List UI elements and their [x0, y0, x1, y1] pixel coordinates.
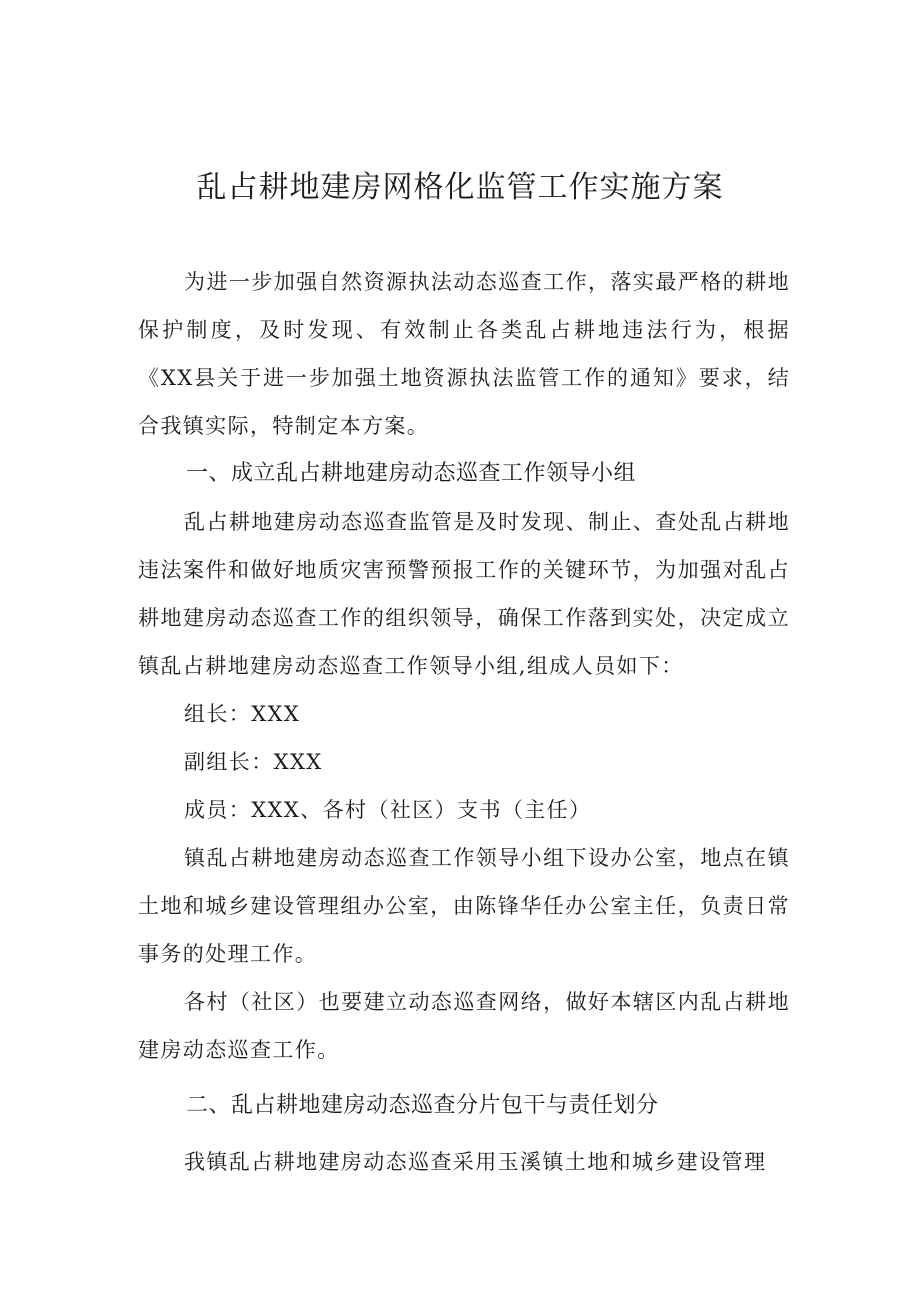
deputy-leader-line: 副组长：XXX [184, 750, 323, 774]
section1-heading: 一、成立乱占耕地建房动态巡查工作领导小组 [186, 461, 637, 486]
intro-paragraph: 为进一步加强自然资源执法动态巡查工作，落实最严格的耕地保护制度，及时发现、有效制止各类乱占耕地违法行为，根据《XX县关于进一步加强土地资源执法监管工作的通知》要求，结合我镇实际，特制定本方案。 [138, 270, 790, 438]
members-line: 成员：XXX、各村（社区）支书（主任） [184, 798, 592, 822]
section2-paragraph-1: 我镇乱占耕地建房动态巡查采用玉溪镇土地和城乡建设管理 [184, 1150, 767, 1174]
section2-heading: 二、乱占耕地建房动态巡查分片包干与责任划分 [186, 1093, 659, 1118]
section1-paragraph-1: 乱占耕地建房动态巡查监管是及时发现、制止、查处乱占耕地违法案件和做好地质灾害预警预报工作的关键环节，为加强对乱占耕地建房动态巡查工作的组织领导，确保工作落到实处，决定成立镇乱占耕地建房动态巡查工作领导小组,组成人员如下： [138, 510, 790, 678]
leader-line: 组长：XXX [184, 702, 301, 726]
section1-paragraph-2: 镇乱占耕地建房动态巡查工作领导小组下设办公室，地点在镇土地和城乡建设管理组办公室，由陈锋华任办公室主任，负责日常事务的处理工作。 [138, 846, 790, 966]
document-title: 乱占耕地建房网格化监管工作实施方案 [196, 170, 724, 205]
section1-paragraph-3: 各村（社区）也要建立动态巡查网络，做好本辖区内乱占耕地建房动态巡查工作。 [138, 990, 790, 1062]
